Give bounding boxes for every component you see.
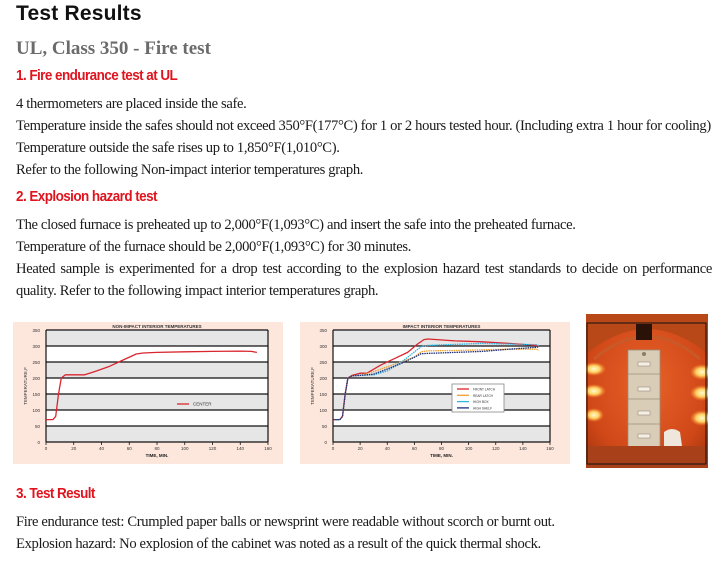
section-body-fire-endurance — [16, 93, 712, 181]
text-line: Temperature outside the safe rises up to 1,850°F(1,010°C). — [16, 140, 340, 156]
grid-band — [333, 426, 550, 442]
chart-impact-svg — [300, 322, 570, 464]
y-tick-label: 250 — [32, 360, 40, 365]
text-line: Fire endurance test: Crumpled paper balls or newsprint were readable without scorch or burnt out. — [16, 514, 555, 530]
text-line: 4 thermometers are placed inside the safe. — [16, 96, 247, 112]
section-heading-explosion-hazard: 2. Explosion hazard test — [16, 189, 157, 205]
legend-entry: HIGH SHELF — [473, 406, 493, 411]
x-tick-label: 40 — [384, 446, 390, 451]
text-line: Temperature of the furnace should be 2,000°F(1,093°C) for 30 minutes. — [16, 239, 412, 255]
chart-non-impact-svg — [13, 322, 283, 464]
grid-band — [46, 426, 268, 442]
page-subtitle: UL, Class 350 - Fire test — [16, 38, 211, 59]
chart-title: NON-IMPACT INTERIOR TEMPERATURES — [112, 324, 202, 329]
grid-band — [46, 394, 268, 410]
text-line: The closed furnace is preheated up to 2,000°F(1,093°C) and insert the safe into the preheated furnace. — [16, 217, 576, 233]
y-tick-label: 150 — [319, 392, 327, 397]
section-heading-test-result: 3. Test Result — [16, 486, 95, 502]
x-tick-label: 160 — [264, 446, 272, 451]
text-line: Heated sample is experimented for a drop test according to the explosion hazard test standards to decide on performance quality. Refer to the following impact interior temperatures graph. — [16, 261, 712, 299]
legend-entry: HIGH BOX — [473, 400, 489, 405]
x-tick-label: 20 — [357, 446, 363, 451]
x-tick-label: 20 — [71, 446, 77, 451]
y-tick-label: 250 — [319, 360, 327, 365]
y-tick-label: 200 — [32, 376, 40, 381]
text-line: Temperature inside the safes should not exceed 350°F(177°C) for 1 or 2 hours tested hour. (Including extra 1 hour for cooling) — [16, 118, 711, 134]
x-tick-label: 80 — [438, 446, 445, 451]
page-title: Test Results — [16, 2, 142, 25]
x-tick-label: 0 — [44, 446, 48, 451]
grid-band — [333, 378, 550, 394]
x-tick-label: 120 — [491, 446, 500, 451]
furnace-photo — [586, 314, 708, 468]
x-tick-label: 60 — [126, 446, 132, 451]
y-tick-label: 50 — [34, 424, 40, 429]
legend-entry: REAR LATCH — [473, 393, 493, 398]
text-line: Refer to the following Non-impact interior temperatures graph. — [16, 162, 364, 178]
x-tick-label: 160 — [546, 446, 554, 451]
section-body-explosion-hazard — [16, 214, 712, 302]
y-tick-label: 50 — [321, 424, 327, 429]
text-line: Explosion hazard: No explosion of the cabinet was noted as a result of the quick thermal shock. — [16, 536, 541, 552]
y-tick-label: 200 — [319, 376, 327, 381]
x-tick-label: 100 — [464, 446, 473, 451]
y-tick-label: 100 — [32, 408, 40, 413]
x-tick-label: 0 — [331, 446, 335, 451]
x-axis-label: TIME, MIN. — [145, 453, 169, 458]
y-tick-label: 300 — [32, 344, 40, 349]
chart-impact-temperatures — [300, 322, 570, 464]
section-heading-fire-endurance: 1. Fire endurance test at UL — [16, 68, 178, 84]
section-body-test-result — [16, 511, 712, 555]
x-tick-label: 60 — [411, 446, 417, 451]
x-tick-label: 120 — [208, 446, 217, 451]
y-tick-label: 0 — [324, 440, 327, 445]
legend-entry: CENTER — [193, 401, 212, 407]
y-axis-label: TEMPERATURE,F — [23, 367, 28, 405]
x-tick-label: 80 — [154, 446, 160, 451]
y-tick-label: 150 — [32, 392, 40, 397]
x-tick-label: 40 — [98, 446, 105, 451]
grid-band — [46, 378, 268, 394]
grid-band — [46, 346, 268, 362]
grid-band — [46, 330, 268, 346]
legend-entry: FRONT LATCH — [473, 387, 496, 392]
y-tick-label: 0 — [37, 440, 40, 445]
grid-band — [46, 410, 268, 426]
y-tick-label: 350 — [319, 328, 327, 333]
y-tick-label: 100 — [319, 408, 327, 413]
y-tick-label: 300 — [319, 344, 327, 349]
x-tick-label: 140 — [236, 446, 245, 451]
grid-band — [333, 410, 550, 426]
furnace-safe-image — [586, 314, 708, 468]
grid-band — [46, 362, 268, 378]
grid-band — [333, 394, 550, 410]
x-tick-label: 100 — [180, 446, 189, 451]
y-axis-label: TEMPERATURE,F — [310, 367, 315, 405]
x-axis-label: TIME, MIN. — [430, 453, 453, 458]
x-tick-label: 140 — [519, 446, 527, 451]
chart-title: IMPACT INTERIOR TEMPERATURES — [402, 324, 481, 329]
y-tick-label: 350 — [32, 328, 40, 333]
chart-non-impact-temperatures — [13, 322, 283, 464]
